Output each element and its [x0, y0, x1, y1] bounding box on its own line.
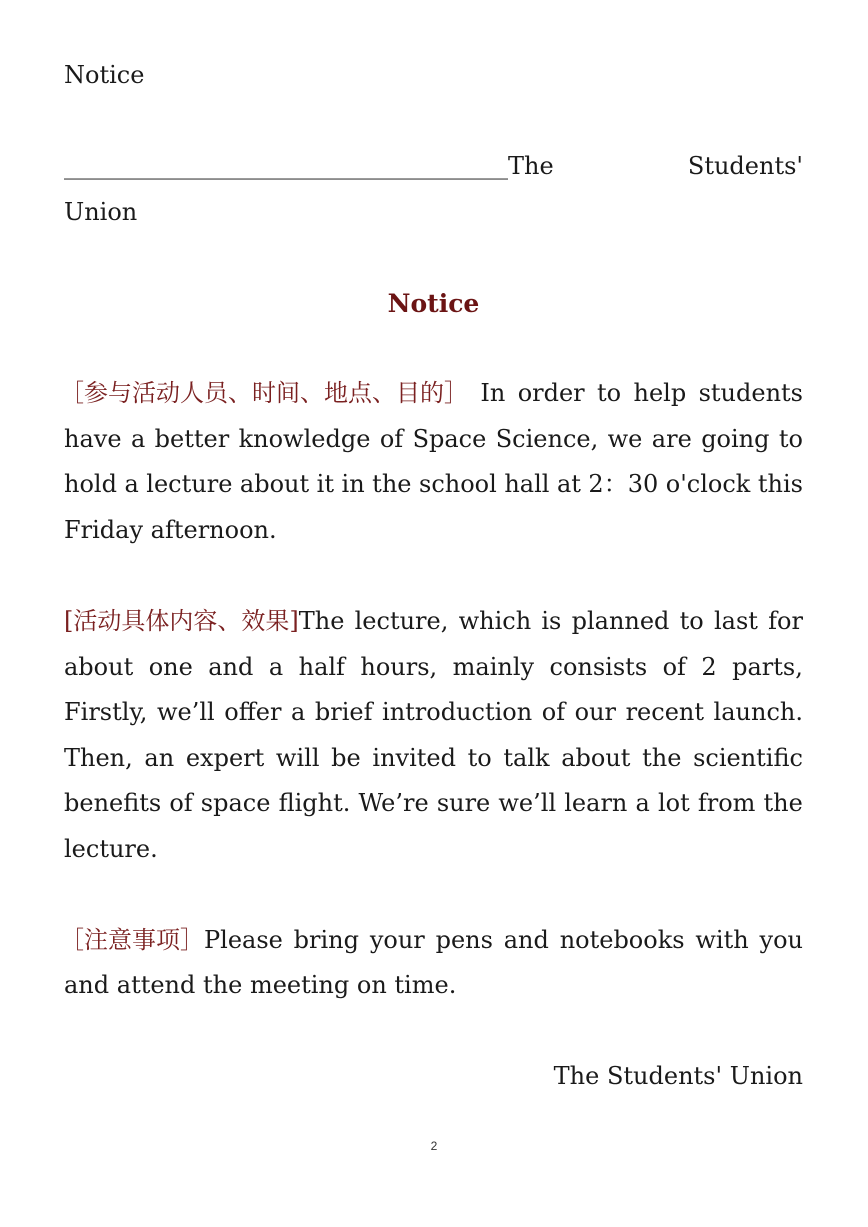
- word: a: [124, 470, 139, 498]
- word: 2: [701, 653, 717, 681]
- word: parts,: [732, 653, 803, 681]
- word: the: [642, 744, 682, 772]
- p2-line-2: [64, 645, 803, 691]
- p2-line-1: [64, 599, 803, 645]
- word: lecture,: [354, 607, 449, 635]
- word: brief: [314, 698, 373, 726]
- word: Space: [412, 425, 487, 453]
- word: be: [331, 744, 361, 772]
- word: Firstly,: [64, 698, 148, 726]
- word: half: [298, 653, 345, 681]
- word: We’re: [358, 789, 429, 817]
- word: hours,: [360, 653, 438, 681]
- word: for: [768, 607, 803, 635]
- word: 2：30: [588, 470, 659, 498]
- word: to: [597, 379, 622, 407]
- word: the: [372, 470, 412, 498]
- page-number: 2: [430, 1139, 438, 1153]
- word: benefits: [64, 789, 162, 817]
- p1-line-3: [64, 462, 803, 508]
- p2-line-5: [64, 781, 803, 827]
- word: at: [556, 470, 581, 498]
- p1-line-1: [60, 371, 803, 417]
- word: one: [148, 653, 193, 681]
- word: in: [341, 470, 365, 498]
- word: our: [574, 698, 617, 726]
- word: flight.: [278, 789, 351, 817]
- word: with: [695, 926, 749, 954]
- word: a: [291, 698, 306, 726]
- word: recent: [625, 698, 704, 726]
- word: you: [759, 926, 803, 954]
- word: a: [635, 789, 650, 817]
- word: a: [130, 425, 146, 453]
- word: a: [268, 653, 284, 681]
- word: of: [541, 698, 566, 726]
- word: going: [701, 425, 770, 453]
- p1-tag: ［参与活动人员、时间、地点、目的］: [60, 379, 468, 407]
- word: will: [275, 744, 320, 772]
- word: is: [541, 607, 562, 635]
- word: bring: [293, 926, 360, 954]
- signer-word-2: Students': [687, 152, 803, 180]
- word: about: [239, 470, 310, 498]
- word: scientific: [693, 744, 803, 772]
- word: to: [679, 607, 704, 635]
- word: which: [458, 607, 532, 635]
- word: help: [633, 379, 687, 407]
- p2-tag: [活动具体内容、效果]: [64, 607, 299, 635]
- word: hall: [504, 470, 550, 498]
- word: an: [144, 744, 175, 772]
- word: Then,: [64, 744, 133, 772]
- p3-line-1: [60, 918, 803, 964]
- word: introduction: [382, 698, 533, 726]
- word: and: [503, 926, 549, 954]
- word: sure: [436, 789, 491, 817]
- word: knowledge: [238, 425, 371, 453]
- header-label: Notice: [64, 61, 145, 89]
- word: The: [298, 607, 345, 635]
- word: space: [200, 789, 271, 817]
- word: of: [169, 789, 193, 817]
- word: students: [698, 379, 803, 407]
- p3-line-2: and attend the meeting on time.: [64, 971, 457, 999]
- word: this: [757, 470, 803, 498]
- word: have: [64, 425, 122, 453]
- signature: The Students' Union: [553, 1062, 803, 1090]
- word: notebooks: [559, 926, 685, 954]
- notice-title: Notice: [387, 289, 480, 318]
- word: your: [369, 926, 425, 954]
- word: lecture: [146, 470, 233, 498]
- signer-line: [64, 144, 803, 190]
- word: Science,: [495, 425, 599, 453]
- word: consists: [549, 653, 648, 681]
- word: school: [419, 470, 497, 498]
- p1-line-4: Friday afternoon.: [64, 516, 277, 544]
- word: planned: [571, 607, 670, 635]
- word: better: [154, 425, 230, 453]
- word: talk: [503, 744, 550, 772]
- word: hold: [64, 470, 117, 498]
- word: pens: [435, 926, 493, 954]
- signer-word-1: The: [508, 152, 554, 180]
- word: we: [607, 425, 643, 453]
- p2-line-4: [64, 736, 803, 782]
- word: it: [316, 470, 334, 498]
- word: the: [763, 789, 803, 817]
- word: are: [651, 425, 692, 453]
- p1-line-2: [64, 417, 803, 463]
- document-page: [60, 0, 803, 1227]
- blank-fill-line: _____________________________________: [64, 152, 508, 180]
- word: In: [480, 379, 506, 407]
- word: order: [517, 379, 585, 407]
- word: Please: [204, 926, 283, 954]
- word: to: [778, 425, 803, 453]
- word: last: [713, 607, 758, 635]
- p2-line-6: lecture.: [64, 835, 158, 863]
- word: to: [467, 744, 492, 772]
- word: o'clock: [665, 470, 751, 498]
- signer-tail: Union: [64, 198, 138, 226]
- word: learn: [564, 789, 628, 817]
- p3-tag: ［注意事项］: [60, 926, 204, 954]
- word: mainly: [452, 653, 535, 681]
- word: offer: [224, 698, 282, 726]
- word: lot: [657, 789, 690, 817]
- word: from: [697, 789, 756, 817]
- word: expert: [185, 744, 265, 772]
- word: and: [208, 653, 254, 681]
- word: launch.: [713, 698, 803, 726]
- word: we’ll: [156, 698, 215, 726]
- word: about: [561, 744, 631, 772]
- p2-line-3: [64, 690, 803, 736]
- word: invited: [372, 744, 456, 772]
- word: of: [662, 653, 686, 681]
- word: we’ll: [498, 789, 557, 817]
- word: about: [64, 653, 134, 681]
- word: of: [379, 425, 404, 453]
